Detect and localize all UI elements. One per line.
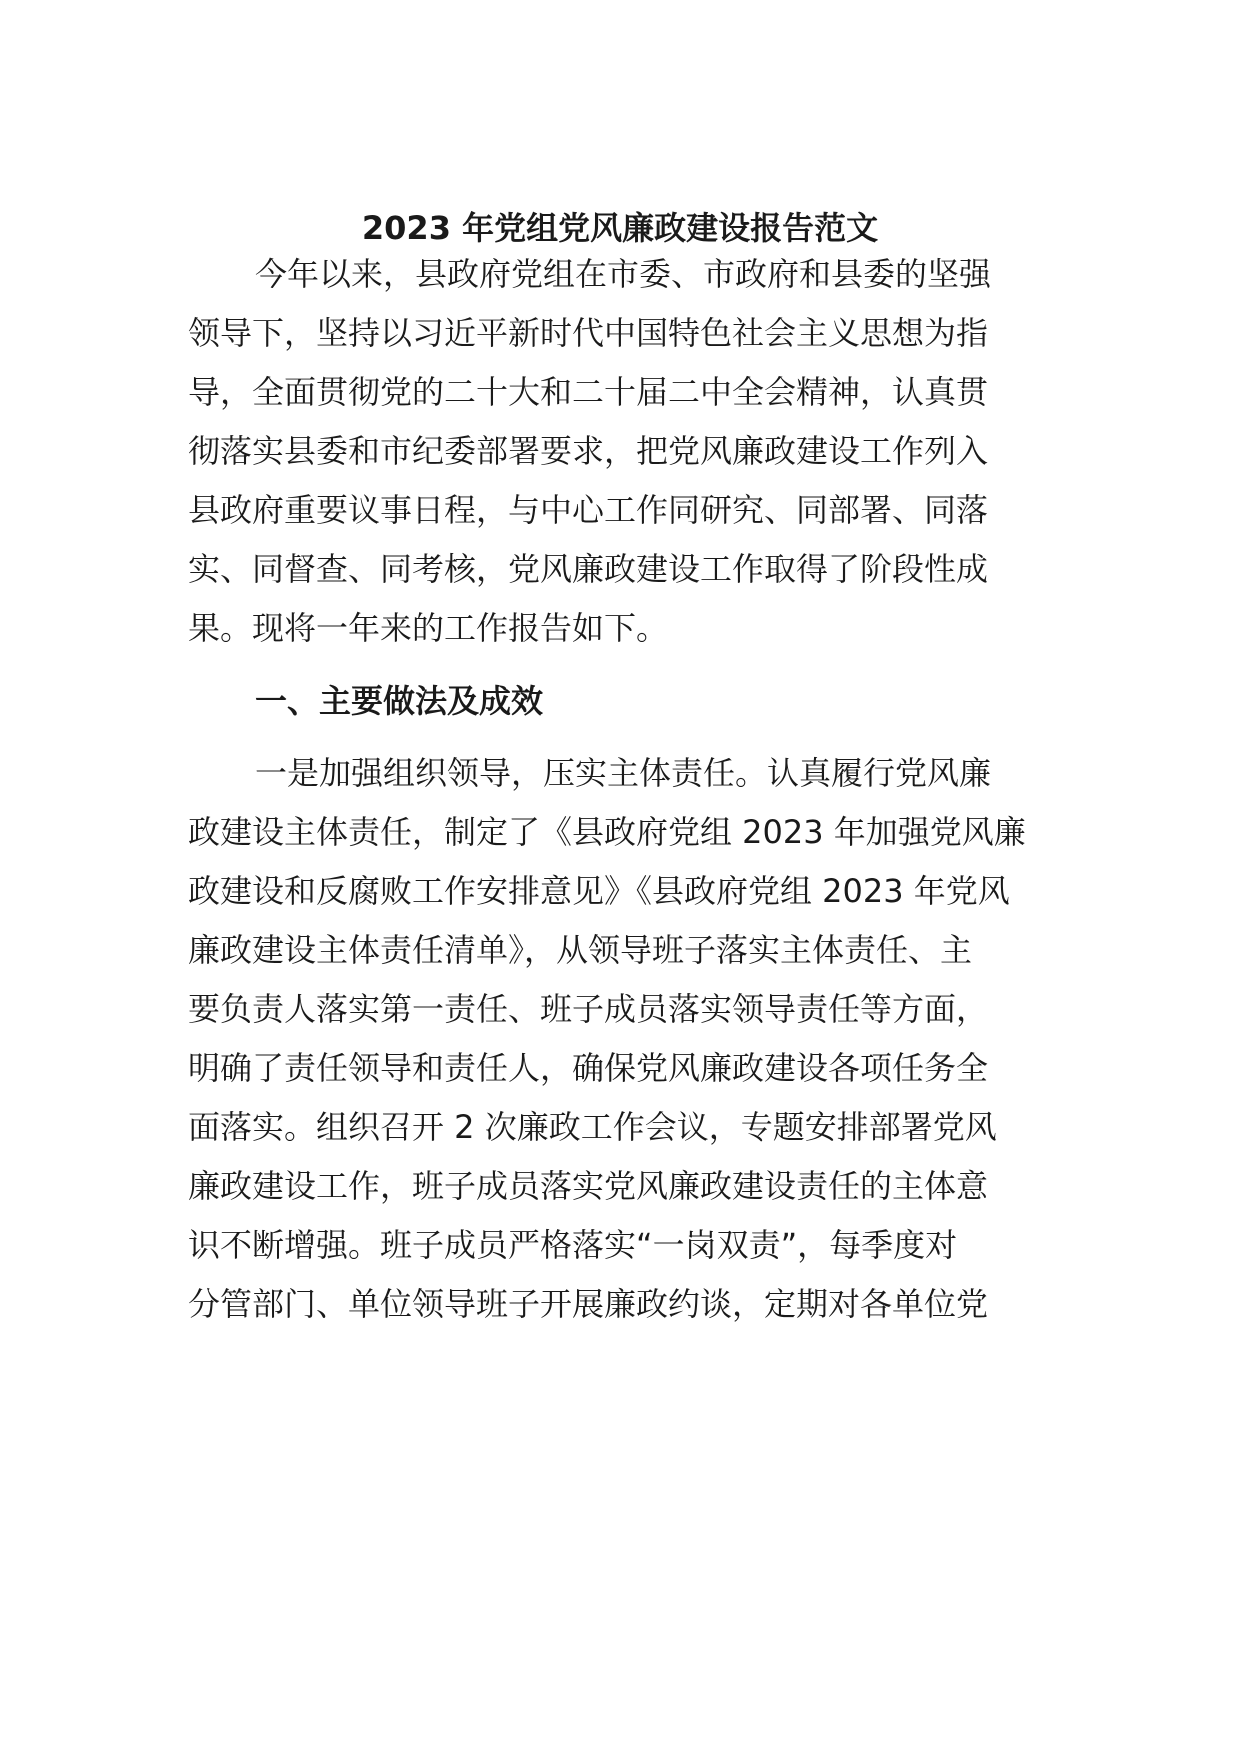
- paragraph-line: 面落实。组织召开 2 次廉政工作会议，专题安排部署党风: [188, 1108, 997, 1146]
- paragraph-line: 政建设和反腐败工作安排意见》《县政府党组 2023 年党风: [188, 872, 1010, 910]
- paragraph-line: 领导下，坚持以习近平新时代中国特色社会主义思想为指: [188, 314, 989, 352]
- paragraph-line: 导，全面贯彻党的二十大和二十届二中全会精神，认真贯: [188, 373, 989, 411]
- paragraph-line: 廉政建设主体责任清单》，从领导班子落实主体责任、主: [188, 931, 973, 969]
- paragraph-line: 今年以来，县政府党组在市委、市政府和县委的坚强: [255, 255, 992, 293]
- paragraph-line: 分管部门、单位领导班子开展廉政约谈，定期对各单位党: [188, 1285, 989, 1323]
- paragraph-line: 实、同督查、同考核，党风廉政建设工作取得了阶段性成: [188, 550, 989, 588]
- paragraph-line: 识不断增强。班子成员严格落实“一岗双责”，每季度对: [188, 1226, 958, 1264]
- paragraph-line: 一是加强组织领导，压实主体责任。认真履行党风廉: [255, 754, 992, 792]
- paragraph-line: 彻落实县委和市纪委部署要求，把党风廉政建设工作列入: [188, 432, 989, 470]
- paragraph-line: 要负责人落实第一责任、班子成员落实领导责任等方面，: [188, 990, 989, 1028]
- paragraph-line: 廉政建设工作，班子成员落实党风廉政建设责任的主体意: [188, 1167, 989, 1205]
- paragraph-line: 政建设主体责任，制定了《县政府党组 2023 年加强党风廉: [188, 813, 1026, 851]
- paragraph-line: 明确了责任领导和责任人，确保党风廉政建设各项任务全: [188, 1049, 989, 1087]
- document-title: 2023 年党组党风廉政建设报告范文: [361, 209, 879, 247]
- paragraph-line: 县政府重要议事日程，与中心工作同研究、同部署、同落: [188, 491, 989, 529]
- paragraph-line: 果。现将一年来的工作报告如下。: [188, 609, 669, 647]
- section-heading: 一、主要做法及成效: [255, 682, 544, 720]
